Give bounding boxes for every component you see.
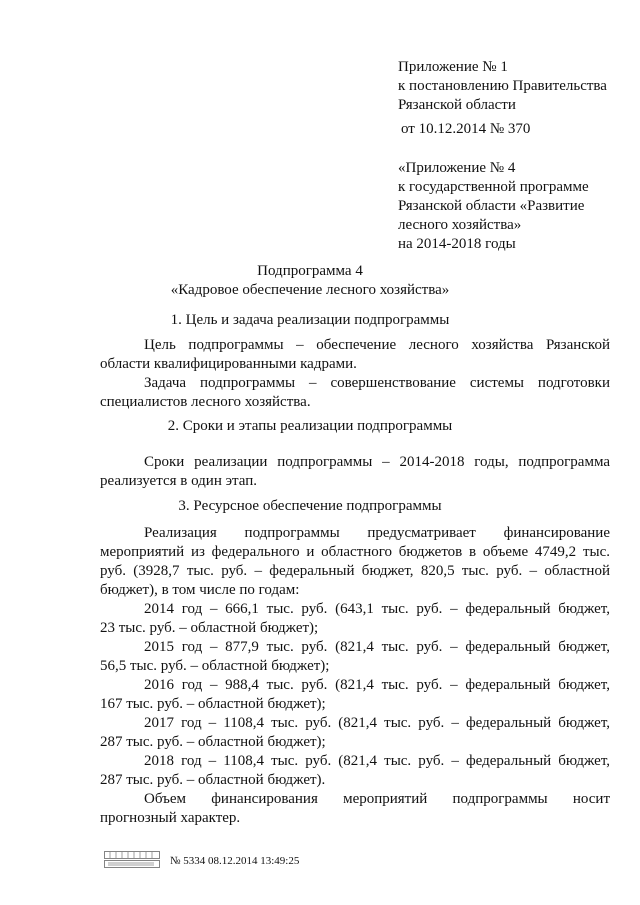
section-3-line: 287 тыс. руб. – областной бюджет). — [100, 772, 326, 788]
section-3-line: 287 тыс. руб. – областной бюджет); — [100, 734, 326, 750]
section-3-line: 2017 год – 1108,4 тыс. руб. (821,4 тыс. руб. – федеральный бюджет, — [144, 715, 610, 731]
section-3-line: 167 тыс. руб. – областной бюджет); — [100, 696, 326, 712]
header-line-2: к постановлению Правительства — [398, 78, 607, 94]
section-2-body — [100, 453, 610, 491]
section-3-line: 2016 год – 988,4 тыс. руб. (821,4 тыс. руб. – федеральный бюджет, — [144, 677, 610, 693]
section-3-line: 23 тыс. руб. – областной бюджет); — [100, 620, 319, 636]
section-3-line: 2014 год – 666,1 тыс. руб. (643,1 тыс. руб. – федеральный бюджет, — [144, 601, 610, 617]
header-line-3: Рязанской области — [398, 97, 516, 113]
subprogram-title — [90, 262, 530, 300]
subprogram-number: Подпрограмма 4 — [257, 263, 363, 279]
appendix-line-2: к государственной программе — [398, 179, 589, 195]
appendix-line-1: «Приложение № 4 — [398, 160, 516, 176]
section-3-line: 2018 год – 1108,4 тыс. руб. (821,4 тыс. руб. – федеральный бюджет, — [144, 753, 610, 769]
header-line-1: Приложение № 1 — [398, 59, 508, 75]
section-1-line: области квалифицированными кадрами. — [100, 356, 357, 372]
section-3-line: 2015 год – 877,9 тыс. руб. (821,4 тыс. руб. – федеральный бюджет, — [144, 639, 610, 655]
section-1-line: специалистов лесного хозяйства. — [100, 394, 311, 410]
section-3-body — [100, 524, 610, 828]
section-1-line: Задача подпрограммы – совершенствование системы подготовки — [144, 375, 610, 391]
section-2-heading: 2. Сроки и этапы реализации подпрограммы — [167, 418, 453, 434]
section-3-line: Реализация подпрограммы предусматривает финансирование — [144, 525, 610, 541]
section-1-heading: 1. Цель и задача реализации подпрограммы — [170, 312, 450, 328]
section-2-line: реализуется в один этап. — [100, 473, 258, 489]
section-3-line: Объем финансирования мероприятий подпрограммы носит — [144, 791, 610, 807]
registration-stamp-icon — [104, 851, 160, 869]
section-3-line: бюджет), в том числе по годам: — [100, 582, 300, 598]
section-3-heading: 3. Ресурсное обеспечение подпрограммы — [178, 498, 442, 514]
section-3-line: 56,5 тыс. руб. – областной бюджет); — [100, 658, 330, 674]
appendix-line-3: Рязанской области «Развитие — [398, 198, 585, 214]
section-1-body — [100, 336, 610, 412]
document-header — [398, 58, 607, 139]
section-2-line: Сроки реализации подпрограммы – 2014-2018 годы, подпрограмма — [144, 454, 610, 470]
section-3-line: мероприятий из федерального и областного бюджетов в объеме 4749,2 тыс. — [100, 544, 610, 560]
header-date-line: от 10.12.2014 № 370 — [401, 121, 531, 137]
section-3-line: руб. (3928,7 тыс. руб. – федеральный бюджет, 820,5 тыс. руб. – областной — [100, 563, 610, 579]
section-1-line: Цель подпрограммы – обеспечение лесного хозяйства Рязанской — [144, 337, 610, 353]
registration-number: № 5334 08.12.2014 13:49:25 — [170, 855, 300, 867]
section-3-line: прогнозный характер. — [100, 810, 241, 826]
appendix-header — [398, 159, 589, 254]
appendix-line-4: лесного хозяйства» — [398, 217, 522, 233]
appendix-line-5: на 2014-2018 годы — [398, 236, 516, 252]
subprogram-name: «Кадровое обеспечение лесного хозяйства» — [170, 282, 450, 298]
